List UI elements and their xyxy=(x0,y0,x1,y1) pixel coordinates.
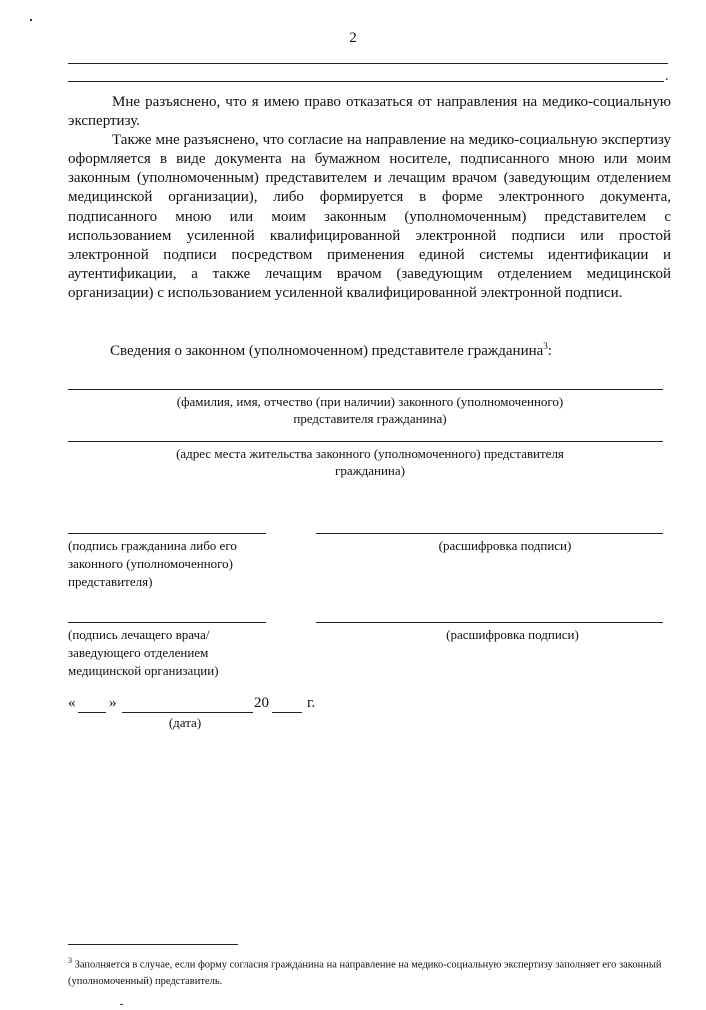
citizen-decoding-line xyxy=(316,533,663,534)
date-caption: (дата) xyxy=(168,715,202,730)
header-line-2 xyxy=(68,81,664,82)
header-line-1 xyxy=(68,63,668,64)
date-year-prefix: 20 xyxy=(254,695,269,711)
date-year-suffix: г. xyxy=(307,695,316,711)
doctor-decoding-line xyxy=(316,622,663,623)
representative-heading-colon: : xyxy=(547,343,552,359)
representative-address-line xyxy=(68,441,663,442)
date-close-quote: » xyxy=(109,695,117,711)
citizen-signature-line xyxy=(68,533,266,534)
representative-address-caption: (адрес места жительства законного (уполномоченного) представителя гражданина) xyxy=(176,446,564,478)
footnote-separator xyxy=(68,944,238,945)
citizen-signature-caption: (подпись гражданина либо его законного (уполномоченного) представителя) xyxy=(68,538,237,589)
scan-speck xyxy=(120,1004,123,1005)
date-year-line xyxy=(272,712,302,713)
representative-name-line xyxy=(68,389,663,390)
date-month-line xyxy=(122,712,253,713)
representative-name-caption: (фамилия, имя, отчество (при наличии) законного (уполномоченного) представителя гражданина) xyxy=(176,394,564,426)
paragraph-refusal-right: Мне разъяснено, что я имею право отказаться от направления на медико-социальную экспертизу. xyxy=(68,94,671,130)
footnote xyxy=(68,953,671,990)
representative-heading xyxy=(110,341,552,360)
representative-heading-text: Сведения о законном (уполномоченном) представителе гражданина xyxy=(110,343,544,359)
date-day-line xyxy=(78,712,106,713)
paragraph-consent-form: Также мне разъяснено, что согласие на направление на медико-социальную экспертизу оформляется в виде документа на бумажном носителе, подписанного мною или моим законным (уполномоченным) представителем и лечащим врачом (заведующим отделением медицинской организации), либо формируется в форме электронного документа, подписанного мною или моим законным (уполномоченным) представителем с использованием усиленной квалифицированной электронной подписи или простой электронной подписи посредством применения единой системы идентификации и аутентификации, а также лечащим врачом (заведующим отделением медицинской организации) с использованием усиленной квалифицированной электронной подписи. xyxy=(68,132,671,301)
scan-speck xyxy=(30,19,32,21)
page-number: 2 xyxy=(349,30,357,46)
date-open-quote: « xyxy=(68,695,76,711)
citizen-decoding-caption: (расшифровка подписи) xyxy=(438,538,572,553)
doctor-signature-caption: (подпись лечащего врача/ заведующего отделением медицинской организации) xyxy=(68,627,219,678)
footnote-text: Заполняется в случае, если форму согласия гражданина на направление на медико-социальную экспертизу заполняет его законный (уполномоченный) представитель. xyxy=(68,959,662,987)
footnote-reference: 3 xyxy=(543,341,548,351)
doctor-signature-line xyxy=(68,622,266,623)
footnote-number: 3 xyxy=(68,956,72,965)
explanation-text xyxy=(68,93,671,303)
doctor-decoding-caption: (расшифровка подписи) xyxy=(446,627,579,642)
header-line-end-mark: . xyxy=(665,69,669,84)
